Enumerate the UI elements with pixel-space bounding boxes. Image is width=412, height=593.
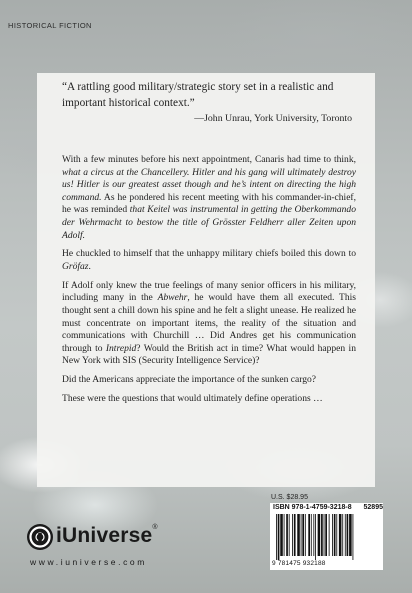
barcode-bar	[308, 514, 310, 556]
blurb-paragraph	[62, 154, 356, 242]
barcode-bar	[345, 514, 346, 556]
barcode-bar	[349, 514, 352, 556]
barcode-bar	[294, 514, 296, 556]
barcode-bar	[305, 514, 306, 556]
blurb-text-run: , he would have them all executed. This thought sent a chill down his spine and he felt a slight unease. He realized he must concentrate on important items, the reality of the situation and communications with Churchill … Did Andres get his communication through to	[62, 292, 356, 354]
review-quote: “A rattling good military/strategic story set in a realistic and important historical context.”	[62, 81, 334, 109]
barcode-bar	[289, 514, 290, 556]
publisher-name	[56, 524, 158, 548]
barcode-bar	[318, 514, 321, 556]
barcode-bar	[276, 514, 277, 560]
barcode-bar	[336, 514, 337, 556]
blurb-text-run: These were the questions that would ultimately define operations …	[62, 392, 323, 404]
barcode-bar	[278, 514, 280, 560]
blurb-paragraph	[62, 393, 356, 406]
blurb-italic-run: that Keitel was instrumental in getting the Oberkommando der Wehrmacht to bestow the title of Grösster Feldherr aller Zeiten upon Adolf.	[62, 204, 356, 241]
barcode-bar	[313, 514, 314, 556]
registered-mark: ®	[152, 524, 158, 531]
barcode-bar	[311, 514, 312, 556]
barcode-bar	[334, 514, 336, 556]
blurb-text-run: He chuckled to himself that the unhappy military chiefs boiled this down to	[62, 248, 356, 260]
blurb-italic-run: what a circus at the Chancellery. Hitler and his gang will ultimately destroy us! Hitler is our greatest asset though and he’s intent on directing the high command.	[62, 166, 356, 203]
barcode-bar	[286, 514, 288, 556]
barcode-bar	[339, 514, 342, 556]
barcode-bar	[301, 514, 302, 556]
barcode-bar	[332, 514, 333, 556]
barcode-bar	[292, 514, 293, 556]
isbn-barcode	[270, 503, 383, 570]
barcode-bar	[315, 514, 316, 560]
barcode-bar	[302, 514, 304, 556]
genre-label: HISTORICAL FICTION	[8, 21, 92, 30]
iuniverse-logo-icon	[26, 523, 54, 551]
blurb-body	[62, 154, 356, 412]
barcode-bar	[329, 514, 330, 556]
blurb-italic-run: Intrepid	[105, 342, 137, 354]
blurb-text-run: ? Would the British act in time? What would happen in New York with SIS (Security Intelligence Service)?	[62, 342, 356, 367]
price-code: 52895	[363, 504, 383, 511]
publisher-website: www.iuniverse.com	[30, 557, 147, 567]
isbn-label: ISBN 978-1-4759-3218-8	[273, 504, 352, 511]
barcode-bar	[353, 514, 354, 560]
barcode-bar	[297, 514, 300, 556]
barcode-bar	[342, 514, 343, 556]
price-label: U.S. $28.95	[271, 494, 308, 501]
barcode-bar	[284, 514, 285, 556]
blurb-italic-run: Abwehr	[157, 292, 188, 304]
blurb-text-run: As he pondered his recent meeting with his commander-in-chief, he was reminded	[62, 191, 356, 216]
barcode-digits: 9 781475 932188	[272, 560, 326, 567]
barcode-bar	[325, 514, 327, 556]
blurb-paragraph	[62, 248, 356, 273]
barcode-bar	[324, 514, 325, 556]
blurb-text-run: With a few minutes before his next appointment, Canaris had time to think,	[62, 154, 356, 165]
blurb-text-run: Did the Americans appreciate the importance of the sunken cargo?	[62, 374, 317, 386]
barcode-bar	[280, 514, 283, 556]
blurb-italic-run: Gröfaz	[62, 260, 89, 272]
blurb-paragraph	[62, 280, 356, 368]
barcode-bars	[274, 514, 380, 560]
quote-attribution: —John Unrau, York University, Toronto	[194, 113, 352, 124]
blurb-text-run: .	[88, 260, 91, 272]
barcode-bar	[321, 514, 323, 556]
isbn-number	[273, 504, 383, 511]
barcode-bar	[347, 514, 349, 556]
blurb-paragraph	[62, 374, 356, 387]
publisher-name-text: iUniverse	[56, 524, 153, 547]
blurb-text-run: If Adolf only knew the true feelings of many senior officers in his military, including many in the	[62, 279, 356, 304]
